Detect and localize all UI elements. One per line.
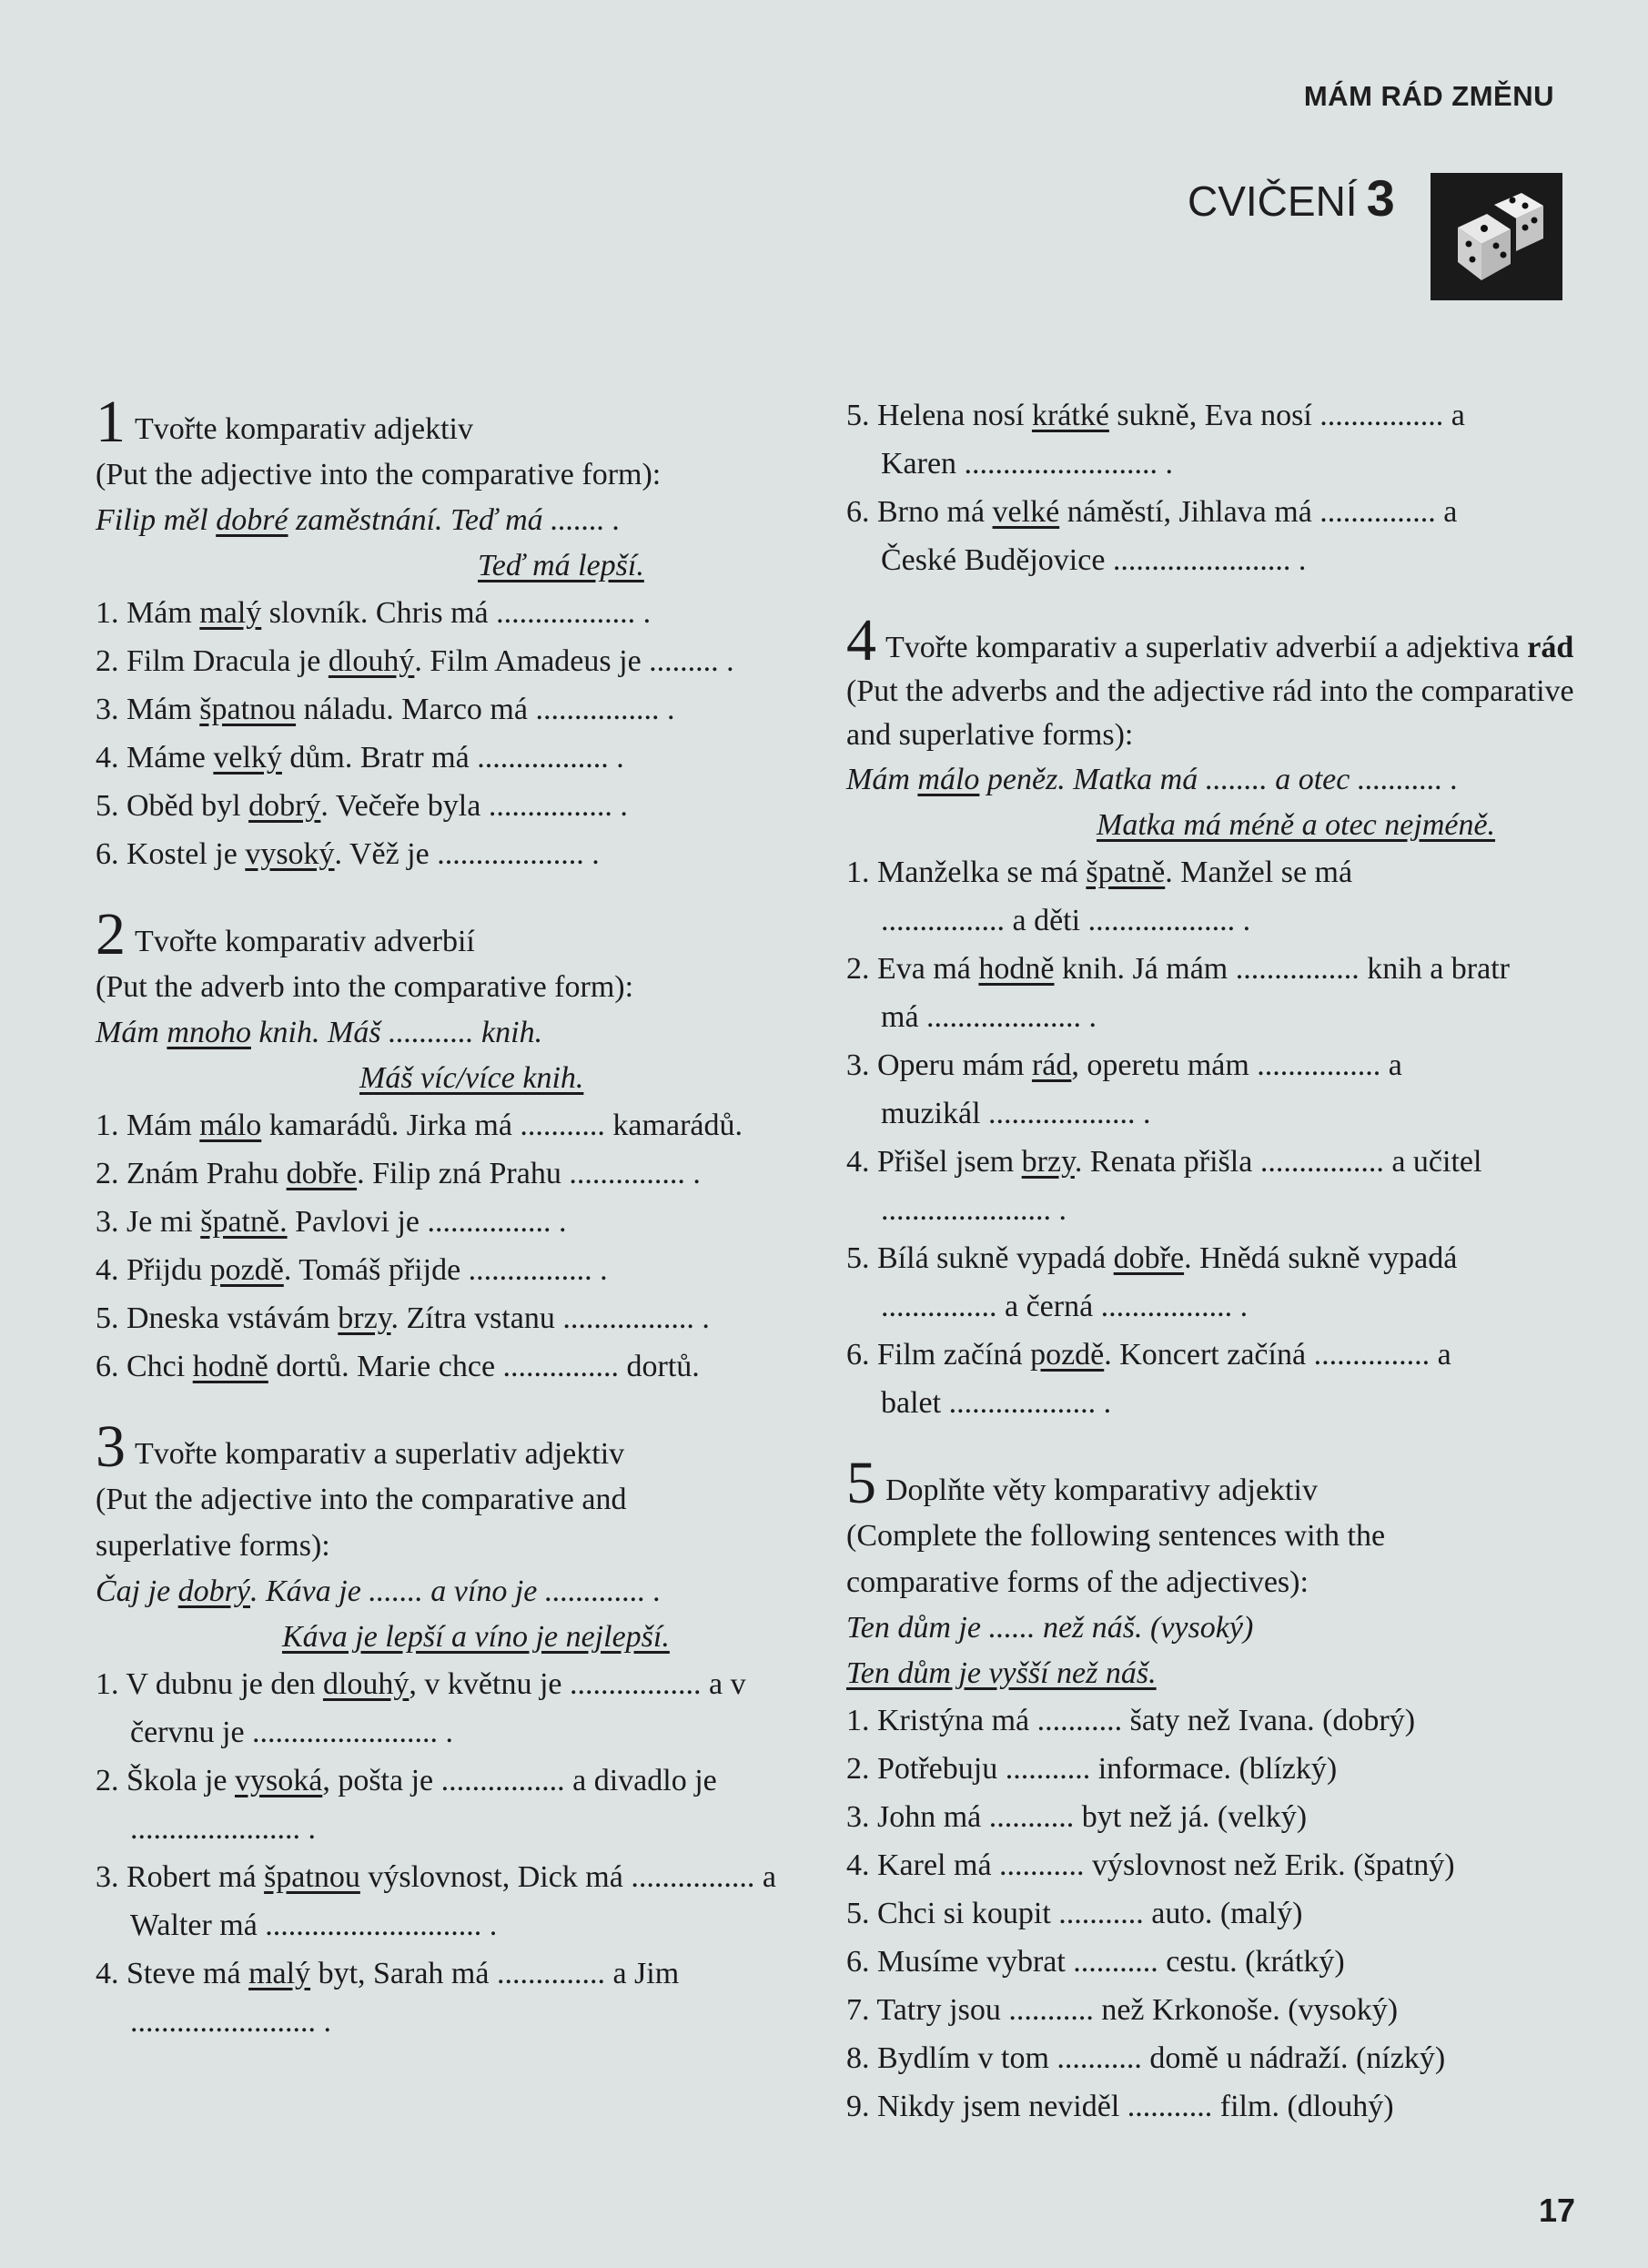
exercise-number: 4	[846, 607, 876, 673]
exercise-3-continued	[846, 391, 1574, 584]
section-heading	[1188, 168, 1395, 228]
list-item: 6. Musíme vybrat ........... cestu. (krátký)	[846, 1945, 1345, 1979]
exercise-number: 2	[96, 901, 126, 967]
exercise-subtitle: (Complete the following sentences with the comparative forms of the adjectives):	[846, 1519, 1386, 1599]
exercise-title	[96, 1413, 824, 1480]
list-item: 1. Mám malý slovník. Chris má .................. .	[96, 596, 652, 630]
exercise-5	[846, 1450, 1574, 2131]
exercise-instruction: Tvořte komparativ a superlativ adjektiv	[135, 1437, 625, 1471]
list-item: 2. Potřebuju ........... informace. (blízký)	[846, 1752, 1338, 1786]
list-item: 6. Film začíná pozdě. Koncert začíná ............... a balet ................... .	[846, 1338, 1451, 1420]
list-item: 3. Mám špatnou náladu. Marco má ................ .	[96, 693, 675, 726]
right-column	[846, 391, 1574, 2165]
exercise-title: 4 Tvořte komparativ a superlativ adverbií a adjektiva rád (Put the adverbs and the adjective rád into the comparative and superlative forms):	[846, 607, 1574, 752]
list-item: 3. Operu mám rád, operetu mám ................ a muzikál ................... .	[846, 1048, 1402, 1130]
example-answer: Ten dům je vyšší než náš.	[846, 1656, 1157, 1690]
list-item: 6. Kostel je vysoký. Věž je ................... .	[96, 837, 600, 871]
example-answer: Matka má méně a otec nejméně.	[1097, 808, 1496, 842]
list-item: 3. Robert má špatnou výslovnost, Dick má ................ a Walter má ............................ .	[96, 1860, 776, 1942]
example: Mám málo peněz. Matka má ........ a otec ........... .	[846, 763, 1459, 796]
list-item: 2. Škola je vysoká, pošta je ................ a divadlo je ...................... .	[96, 1764, 717, 1846]
list-item: 4. Steve má malý byt, Sarah má .............. a Jim ........................ .	[96, 1957, 680, 2039]
exercise-subtitle: (Put the adjective into the comparative form):	[96, 458, 662, 491]
list-item: 5. Dneska vstávám brzy. Zítra vstanu ................. .	[96, 1301, 710, 1335]
exercise-number: 3	[96, 1413, 126, 1480]
exercise-4	[846, 607, 1574, 1427]
list-item: 1. Kristýna má ........... šaty než Ivana. (dobrý)	[846, 1704, 1416, 1737]
list-item: 5. Helena nosí krátké sukně, Eva nosí ................ a Karen ......................... .	[846, 399, 1465, 481]
exercise-instruction: Tvořte komparativ adverbií	[135, 925, 475, 958]
list-item: 6. Chci hodně dortů. Marie chce ............... dortů.	[96, 1350, 700, 1383]
list-item: 1. Mám málo kamarádů. Jirka má ........... kamarádů.	[96, 1109, 743, 1142]
list-item: 5. Bílá sukně vypadá dobře. Hnědá sukně vypadá ............... a černá ................. .	[846, 1241, 1458, 1323]
list-item: 2. Eva má hodně knih. Já mám ................ knih a bratr má .................... .	[846, 952, 1510, 1034]
section-number: 3	[1366, 169, 1395, 227]
exercise-2	[96, 901, 824, 1391]
list-item: 3. John má ........... byt než já. (velký)	[846, 1800, 1308, 1834]
list-item: 3. Je mi špatně. Pavlovi je ................ .	[96, 1205, 567, 1239]
list-item: 2. Znám Prahu dobře. Filip zná Prahu ............... .	[96, 1157, 701, 1190]
list-item: 8. Bydlím v tom ........... domě u nádraží. (nízký)	[846, 2041, 1446, 2075]
example-answer: Teď má lepší.	[478, 549, 644, 582]
list-item: 1. Manželka se má špatně. Manžel se má ................ a děti ................... .	[846, 856, 1353, 937]
list-item: 5. Chci si koupit ........... auto. (malý)	[846, 1897, 1303, 1930]
list-item: 6. Brno má velké náměstí, Jihlava má ............... a České Budějovice ....................... .	[846, 495, 1458, 577]
example-answer: Máš víc/více knih.	[359, 1061, 584, 1095]
list-item: 9. Nikdy jsem neviděl ........... film. (dlouhý)	[846, 2090, 1394, 2123]
example: Čaj je dobrý. Káva je ....... a víno je ............. .	[96, 1574, 662, 1608]
exercise-number: 5	[846, 1450, 876, 1516]
example: Filip měl dobré zaměstnání. Teď má ....... .	[96, 503, 621, 537]
list-item: 2. Film Dracula je dlouhý. Film Amadeus je ......... .	[96, 644, 734, 678]
exercise-number: 1	[96, 389, 126, 455]
page-number: 17	[1538, 2192, 1575, 2229]
section-label: CVIČENÍ	[1188, 177, 1358, 225]
exercise-subtitle: (Put the adverb into the comparative form):	[96, 970, 634, 1004]
running-header: MÁM RÁD ZMĚNU	[1303, 80, 1554, 112]
list-item: 4. Přijdu pozdě. Tomáš přijde ................ .	[96, 1253, 608, 1287]
example: Ten dům je ...... než náš. (vysoký)	[846, 1611, 1254, 1645]
exercise-3	[96, 1413, 824, 2046]
exercise-1	[96, 389, 824, 878]
dice-icon	[1431, 173, 1562, 300]
list-item: 7. Tatry jsou ........... než Krkonoše. (vysoký)	[846, 1993, 1399, 2027]
list-item: 5. Oběd byl dobrý. Večeře byla ................ .	[96, 789, 628, 823]
left-column	[96, 389, 824, 2081]
list-item: 4. Přišel jsem brzy. Renata přišla ................ a učitel ...................... .	[846, 1145, 1482, 1227]
exercise-title	[96, 389, 824, 455]
list-item: 4. Karel má ........... výslovnost než Erik. (špatný)	[846, 1848, 1455, 1882]
exercise-title	[96, 901, 824, 967]
list-item: 4. Máme velký dům. Bratr má ................. .	[96, 741, 624, 775]
exercise-title	[846, 1450, 1574, 1516]
example: Mám mnoho knih. Máš ........... knih.	[96, 1016, 543, 1049]
exercise-subtitle: (Put the adjective into the comparative and superlative forms):	[96, 1483, 627, 1563]
exercise-instruction: Tvořte komparativ adjektiv	[135, 412, 473, 446]
list-item: 1. V dubnu je den dlouhý, v květnu je ................. a v červnu je ........................ .	[96, 1667, 746, 1749]
example-answer: Káva je lepší a víno je nejlepší.	[282, 1620, 670, 1654]
exercise-instruction: Doplňte věty komparativy adjektiv	[885, 1473, 1318, 1507]
